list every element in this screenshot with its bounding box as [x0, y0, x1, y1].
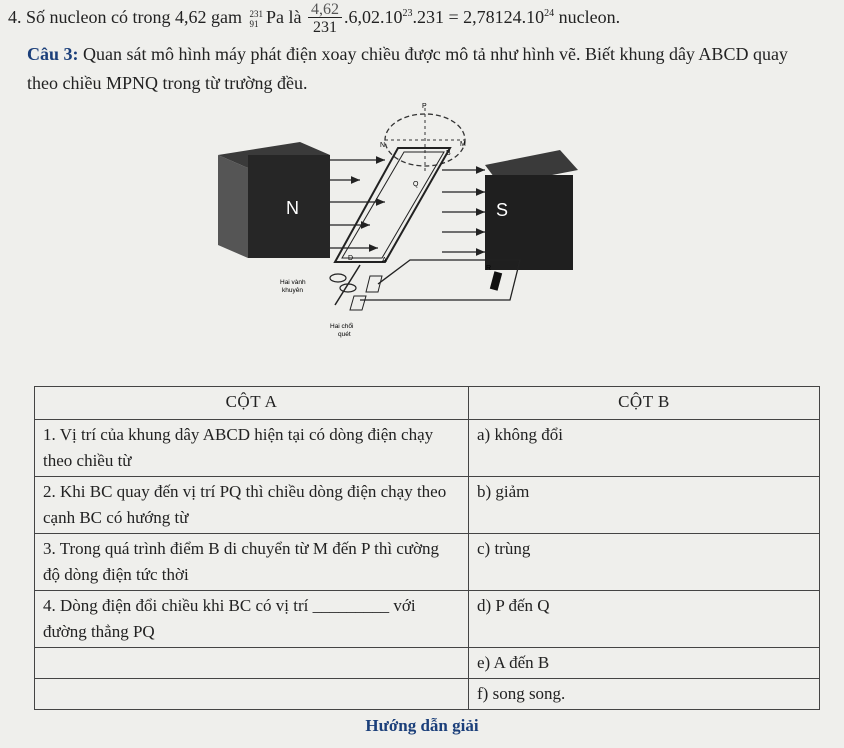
q4-eq: .231 = 2,78124.10	[412, 7, 545, 27]
q4-suffix: nucleon.	[558, 7, 621, 27]
q4-mid: .6,02.10	[343, 7, 403, 27]
isotope-mass: 231	[249, 8, 263, 19]
isotope-atomic: 91	[249, 18, 259, 29]
label-n: N	[380, 142, 386, 149]
label-q: Q	[413, 181, 419, 188]
cell-a-3: 3. Trong quá trình điểm B di chuyển từ M đến P thì cường độ dòng điện tức thời	[35, 534, 469, 591]
table-header-row	[35, 387, 820, 420]
brush-1	[366, 276, 382, 292]
label-a: A	[382, 257, 387, 264]
coil-frame-inner	[342, 152, 444, 258]
question-3-label: Câu 3:	[27, 44, 79, 64]
label-p: P	[422, 103, 427, 110]
resistor	[490, 271, 502, 290]
cell-a-1: 1. Vị trí của khung dây ABCD hiện tại có dòng điện chạy theo chiều từ	[35, 420, 469, 477]
table-row	[35, 648, 820, 679]
question-3	[27, 40, 817, 98]
magnet-s-label: S	[496, 200, 509, 220]
table-row	[35, 679, 820, 710]
label-d: D	[348, 255, 354, 262]
table-row	[35, 477, 820, 534]
cell-a-4: 4. Dòng điện đổi chiều khi BC có vị trí _________ với đường thẳng PQ	[35, 591, 469, 648]
shaft	[335, 265, 360, 305]
q4-element: Pa là	[265, 7, 302, 27]
rings-caption-line2: khuyên	[282, 287, 303, 294]
cell-b-4: d) P đến Q	[469, 591, 820, 648]
brushes-caption-line2: quét	[338, 331, 351, 338]
table-row	[35, 534, 820, 591]
cell-b-2: b) giảm	[469, 477, 820, 534]
rings-caption-line1: Hai vành	[280, 279, 306, 286]
cell-b-3: c) trùng	[469, 534, 820, 591]
q4-exp1: 23	[402, 8, 413, 19]
q4-prefix: 4. Số nucleon có trong 4,62 gam	[8, 7, 242, 27]
magnet-s-body	[485, 175, 573, 270]
cell-a-6	[35, 679, 469, 710]
label-r: R	[486, 265, 492, 272]
cell-b-6: f) song song.	[469, 679, 820, 710]
brush-2	[350, 296, 366, 310]
table-row	[35, 591, 820, 648]
brushes-caption-line1: Hai chổi	[330, 323, 354, 330]
cell-b-1: a) không đổi	[469, 420, 820, 477]
fraction	[308, 0, 342, 36]
label-m: M	[460, 141, 466, 148]
header-column-a: CỘT A	[35, 387, 469, 420]
table-row	[35, 420, 820, 477]
q4-exp2: 24	[544, 8, 555, 19]
question-3-text: Quan sát mô hình máy phát điện xoay chiều được mô tả như hình vẽ. Biết khung dây ABCD quay theo chiều MPNQ trong từ trường đều.	[27, 44, 788, 93]
magnet-n-front	[218, 155, 248, 258]
cell-a-5	[35, 648, 469, 679]
fraction-numerator: 4,62	[308, 3, 342, 18]
cell-b-5: e) A đến B	[469, 648, 820, 679]
magnet-n-label: N	[286, 198, 299, 218]
fraction-denominator: 231	[312, 18, 337, 36]
label-b: B	[446, 150, 451, 157]
question-4-line	[8, 0, 620, 35]
header-column-b: CỘT B	[469, 387, 820, 420]
isotope-notation	[249, 9, 263, 29]
matching-table	[34, 386, 820, 710]
cell-a-2: 2. Khi BC quay đến vị trí PQ thì chiều dòng điện chạy theo cạnh BC có hướng từ	[35, 477, 469, 534]
slip-ring-1	[330, 274, 346, 282]
generator-diagram	[210, 100, 610, 350]
solution-guide-heading: Hướng dẫn giải	[365, 716, 479, 735]
